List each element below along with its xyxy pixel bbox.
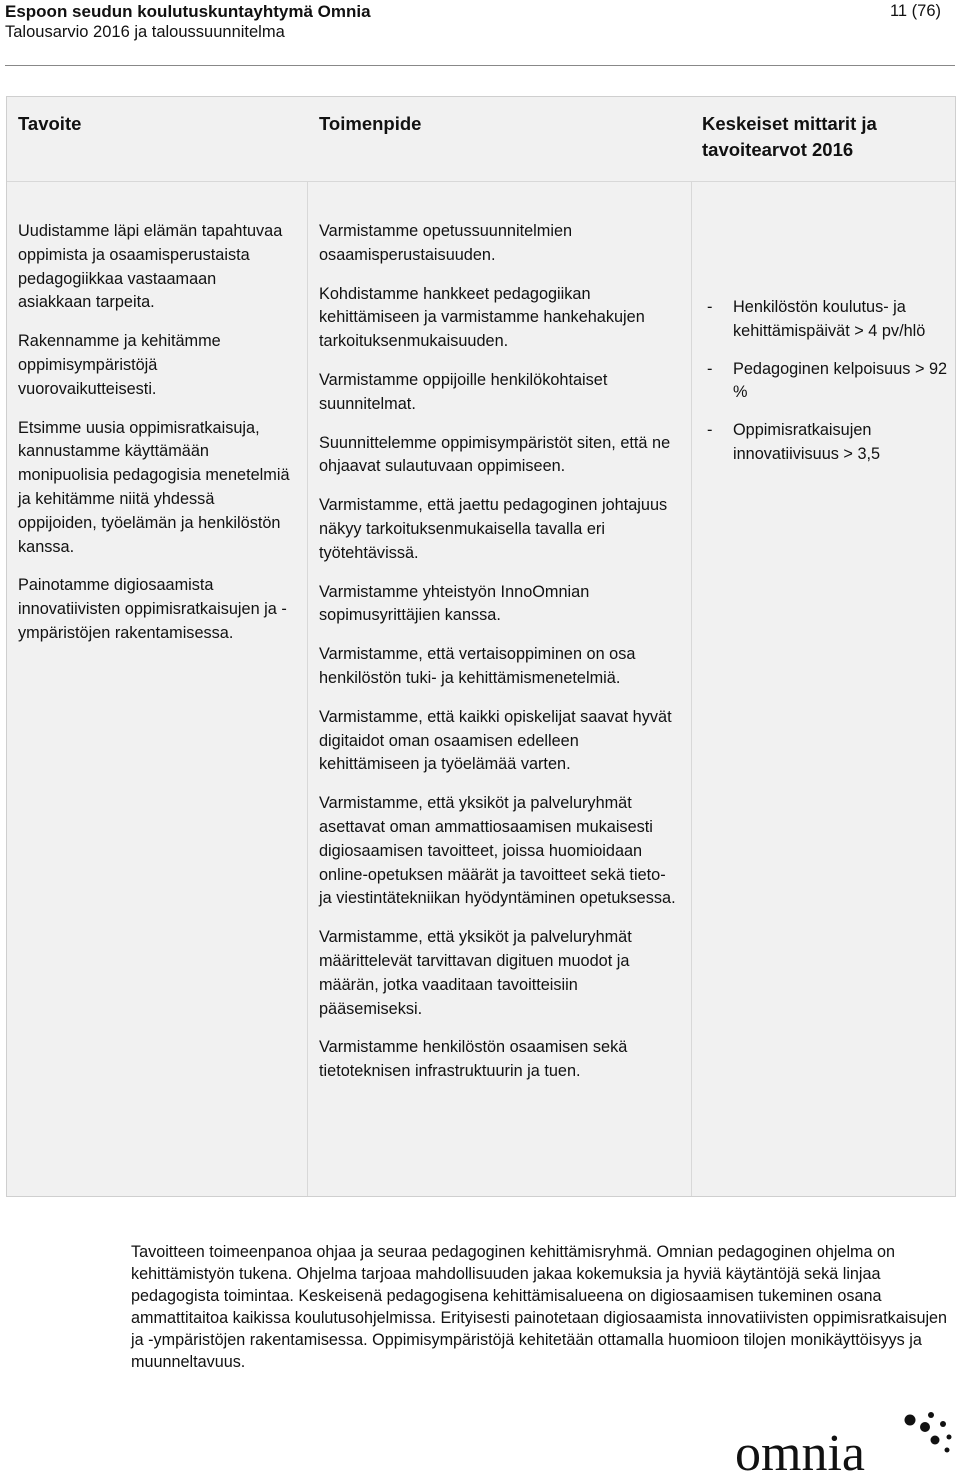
- header-divider: [5, 65, 955, 66]
- document-title: Talousarvio 2016 ja taloussuunnitelma: [5, 23, 285, 41]
- goals-table: [6, 96, 956, 1197]
- goal-item: Rakennamme ja kehitämme oppimisympäristöjä vuorovaikutteisesti.: [18, 332, 221, 398]
- action-item: Varmistamme, että yksiköt ja palveluryhmät määrittelevät tarvittavan digituen muodot ja määrän, jotka vaaditaan tavoitteisiin pääsemiseksi.: [319, 928, 632, 1018]
- column-header-metrics: Keskeiset mittarit ja tavoitearvot 2016: [702, 113, 877, 160]
- goal-item: Uudistamme läpi elämän tapahtuvaa oppimista ja osaamisperustaista pedagogiikkaa vastaamaan asiakkaan tarpeita.: [18, 222, 283, 312]
- page-header: [5, 0, 955, 66]
- action-item: Varmistamme henkilöstön osaamisen sekä tietoteknisen infrastruktuurin ja tuen.: [319, 1038, 628, 1081]
- metric-item: - Oppimisratkaisujen innovatiivisuus > 3,5: [707, 419, 952, 467]
- organization-name: Espoon seudun koulutuskuntayhtymä Omnia: [5, 2, 371, 21]
- column-divider-1: [307, 181, 308, 1196]
- metrics-cell: [707, 296, 952, 481]
- metrics-list: [707, 296, 952, 467]
- action-item: Varmistamme, että vertaisoppiminen on osa henkilöstön tuki- ja kehittämismenetelmiä.: [319, 645, 636, 687]
- column-header-action: Toimenpide: [319, 113, 422, 134]
- page-number: 11 (76): [889, 2, 941, 20]
- metric-item: - Pedagoginen kelpoisuus > 92 %: [707, 358, 952, 406]
- action-item: Kohdistamme hankkeet pedagogiikan kehittämiseen ja varmistamme hankehakujen tarkoituksenmukaisuuden.: [319, 284, 645, 351]
- goals-cell: [18, 220, 290, 661]
- actions-cell: [319, 220, 681, 1099]
- omnia-logo-graphic: [735, 1412, 957, 1475]
- column-header-goal: Tavoite: [18, 113, 82, 134]
- metric-item: - Henkilöstön koulutus- ja kehittämispäivät > 4 pv/hlö: [707, 296, 952, 344]
- goal-item: Painotamme digiosaamista innovatiivisten oppimisratkaisujen ja -ympäristöjen rakentamisessa.: [18, 576, 287, 642]
- action-item: Varmistamme oppijoille henkilökohtaiset suunnitelmat.: [319, 370, 608, 413]
- table-header-divider: [7, 181, 955, 182]
- action-item: Varmistamme, että jaettu pedagoginen johtajuus näkyy tarkoituksenmukaisella tavalla eri työtehtävissä.: [319, 496, 668, 562]
- logo-wordmark: omnia: [735, 1425, 865, 1475]
- action-item: Suunnittelemme oppimisympäristöt siten, että ne ohjaavat sulautuvaan oppimiseen.: [319, 433, 671, 476]
- omnia-logo: [735, 1412, 957, 1475]
- action-item: Varmistamme yhteistyön InnoOmnian sopimusyrittäjien kanssa.: [319, 582, 590, 625]
- goal-item: Etsimme uusia oppimisratkaisuja, kannustamme käyttämään monipuolisia pedagogisia menetelmiä ja kehitämme niitä yhdessä oppijoiden, työelämän ja henkilöstön kanssa.: [18, 418, 290, 556]
- action-item: Varmistamme, että yksiköt ja palveluryhmät asettavat oman ammattiosaamisen mukaisesti digiosaamisen tavoitteet, joissa huomioidaan online-opetuksen määrät ja tavoitteet sekä tieto- ja viestintätekniikan hyödyntäminen opetuksessa.: [319, 794, 676, 908]
- summary-paragraph: Tavoitteen toimeenpanoa ohjaa ja seuraa pedagoginen kehittämisryhmä. Omnian pedagoginen ohjelma on kehittämistyön tukena. Ohjelma tarjoaa mahdollisuuden jakaa kokemuksia ja hyviä käytäntöjä sekä linjaa pedagogista toimintaa. Keskeisenä pedagogisena kehittämisalueena on digiosaamisen tukeminen osana ammattitaitoa kaikissa koulutusohjelmissa. Erityisesti painotetaan digiosaamista innovatiivisten oppimisratkaisujen ja -ympäristöjen rakentamisessa. Oppimisympäristöjä kehitetään ottamalla huomioon tilojen monikäyttöisyys ja muunneltavuus.: [131, 1243, 948, 1371]
- action-item: Varmistamme opetussuunnitelmien osaamisperustaisuuden.: [319, 222, 573, 264]
- column-divider-2: [691, 181, 692, 1196]
- action-item: Varmistamme, että kaikki opiskelijat saavat hyvät digitaidot oman osaamisen edelleen kehittämiseen ja työelämää varten.: [319, 707, 672, 774]
